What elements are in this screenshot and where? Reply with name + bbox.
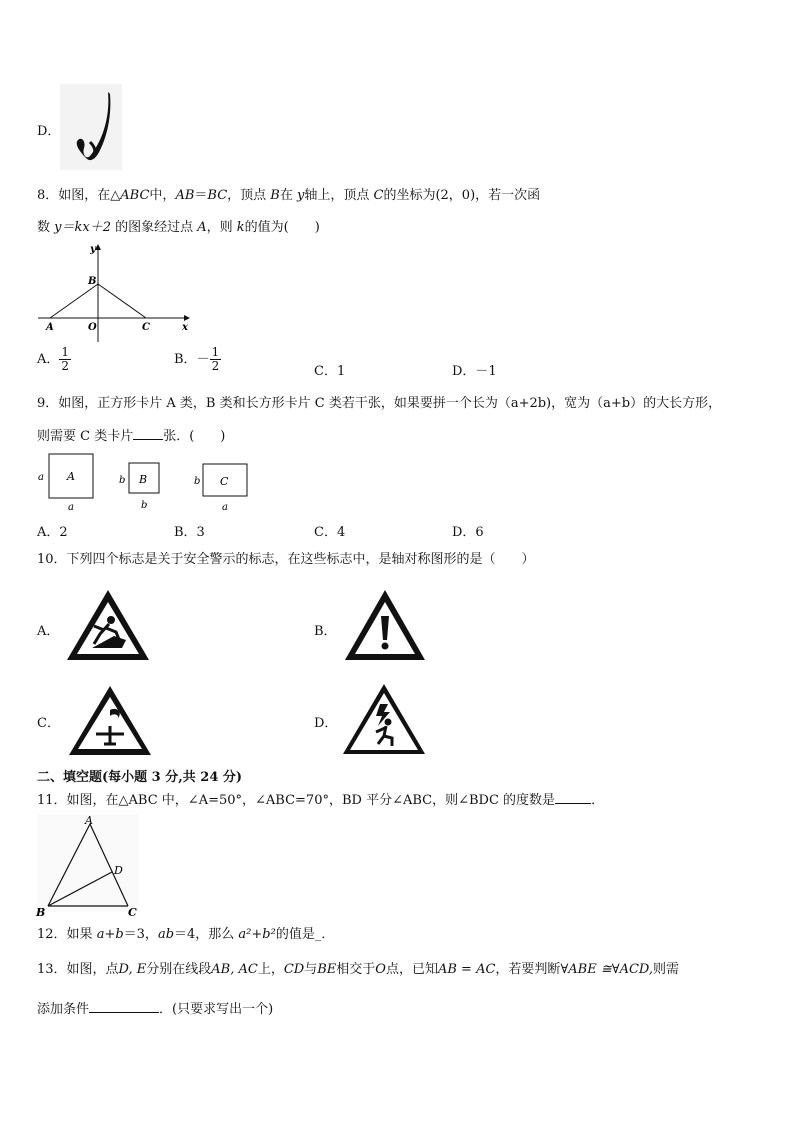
warning-sign-exclamation-icon (342, 586, 428, 664)
point-b-label: B (88, 276, 97, 287)
point-b-label: B (36, 906, 46, 919)
x-label: x (182, 322, 188, 333)
card-a-bottom-label: a (68, 502, 74, 513)
y-label: y (90, 244, 96, 255)
card-b-bottom-label: b (141, 500, 148, 511)
segment-bc (98, 284, 146, 318)
q11-line1: 11．如图，在△ABC 中，∠A=50°，∠ABC=70°，BD 平分∠ABC，则∠BDC 的度数是 ． (37, 793, 605, 808)
point-c-label: C (128, 906, 137, 919)
q8-option-d[interactable]: D．－1 (452, 364, 497, 379)
x-axis-arrow (184, 315, 190, 321)
y-axis-arrow (95, 244, 101, 250)
warning-sign-slip-icon (64, 586, 152, 664)
q10-option-d-label[interactable]: D． (314, 716, 338, 731)
q8-figure (34, 240, 194, 344)
q7-option-d-image (60, 84, 122, 170)
q9-option-d[interactable]: D．6 (452, 525, 484, 540)
q9-line1: 9．如图，正方形卡片 A 类，B 类和长方形卡片 C 类若干张，如果要拼一个长为（a+2b)，宽为（a+b）的大长方形， (37, 396, 722, 411)
q9-option-b[interactable]: B．3 (174, 525, 205, 540)
q8-line2: 数 y＝kx＋2 的图象经过点 A，则 k的值为( ) (37, 220, 320, 235)
q9-option-a[interactable]: A．2 (37, 525, 68, 540)
point-d-label: D (114, 864, 123, 877)
q10-option-a-label[interactable]: A． (37, 624, 60, 639)
card-a-side-label: a (38, 472, 44, 483)
point-a-label: A (85, 814, 93, 827)
card-b-label: B (139, 473, 148, 486)
point-c-label: C (142, 322, 150, 333)
card-c-bottom-label: a (222, 502, 228, 513)
fraction: $\frac{1}{2}$ (61, 345, 70, 373)
card-c-label: C (220, 475, 229, 488)
q8-line1: 8．如图，在△ABC中，AB＝BC，顶点 B在 y轴上，顶点 C的坐标为(2，0)，若一次函 (37, 188, 541, 203)
q12-line: 12．如果 a+b＝3，ab＝4，那么 a²+b²的值是_． (37, 927, 335, 942)
q8-option-a[interactable]: A． $\frac{1}{2}$ (37, 345, 70, 373)
warning-sign-fire-hazard-icon (66, 682, 154, 758)
fraction: $\frac{1}{2}$ (211, 345, 220, 373)
card-a-label: A (67, 470, 75, 483)
q10-option-b-label[interactable]: B． (314, 624, 337, 639)
q8-option-b[interactable]: B．－ $\frac{1}{2}$ (174, 345, 220, 373)
q9-figure (34, 448, 264, 514)
q9-option-c[interactable]: C．4 (314, 525, 346, 540)
q10-option-c-label[interactable]: C． (37, 716, 60, 731)
q9-line2: 则需要 C 类卡片 张．( ) (37, 429, 226, 444)
point-a-label: A (46, 322, 54, 333)
card-c-side-label: b (194, 476, 201, 487)
q13-line1: 13．如图，点D, E分别在线段AB, AC上，CD与BE相交于O点，已知AB = AC，若要判断∀ABE ≅∀ACD,则需 (37, 962, 680, 977)
q10-line1: 10．下列四个标志是关于安全警示的标志，在这些标志中，是轴对称图形的是（ ） (37, 552, 535, 567)
segment-ab (50, 284, 98, 318)
origin-label: O (88, 322, 97, 333)
q8-option-c[interactable]: C．1 (314, 364, 346, 379)
card-b-side-label: b (119, 475, 126, 486)
answer-blank (133, 427, 163, 440)
answer-blank (555, 791, 591, 804)
warning-sign-electric-shock-icon (340, 680, 428, 758)
q13-line2: 添加条件 ．(只要求写出一个) (37, 1002, 274, 1017)
q11-figure (34, 812, 144, 922)
q7-option-d-label: D． (37, 124, 61, 139)
answer-blank (89, 1000, 159, 1013)
section2-title: 二、填空题(每小题 3 分,共 24 分) (37, 770, 243, 785)
